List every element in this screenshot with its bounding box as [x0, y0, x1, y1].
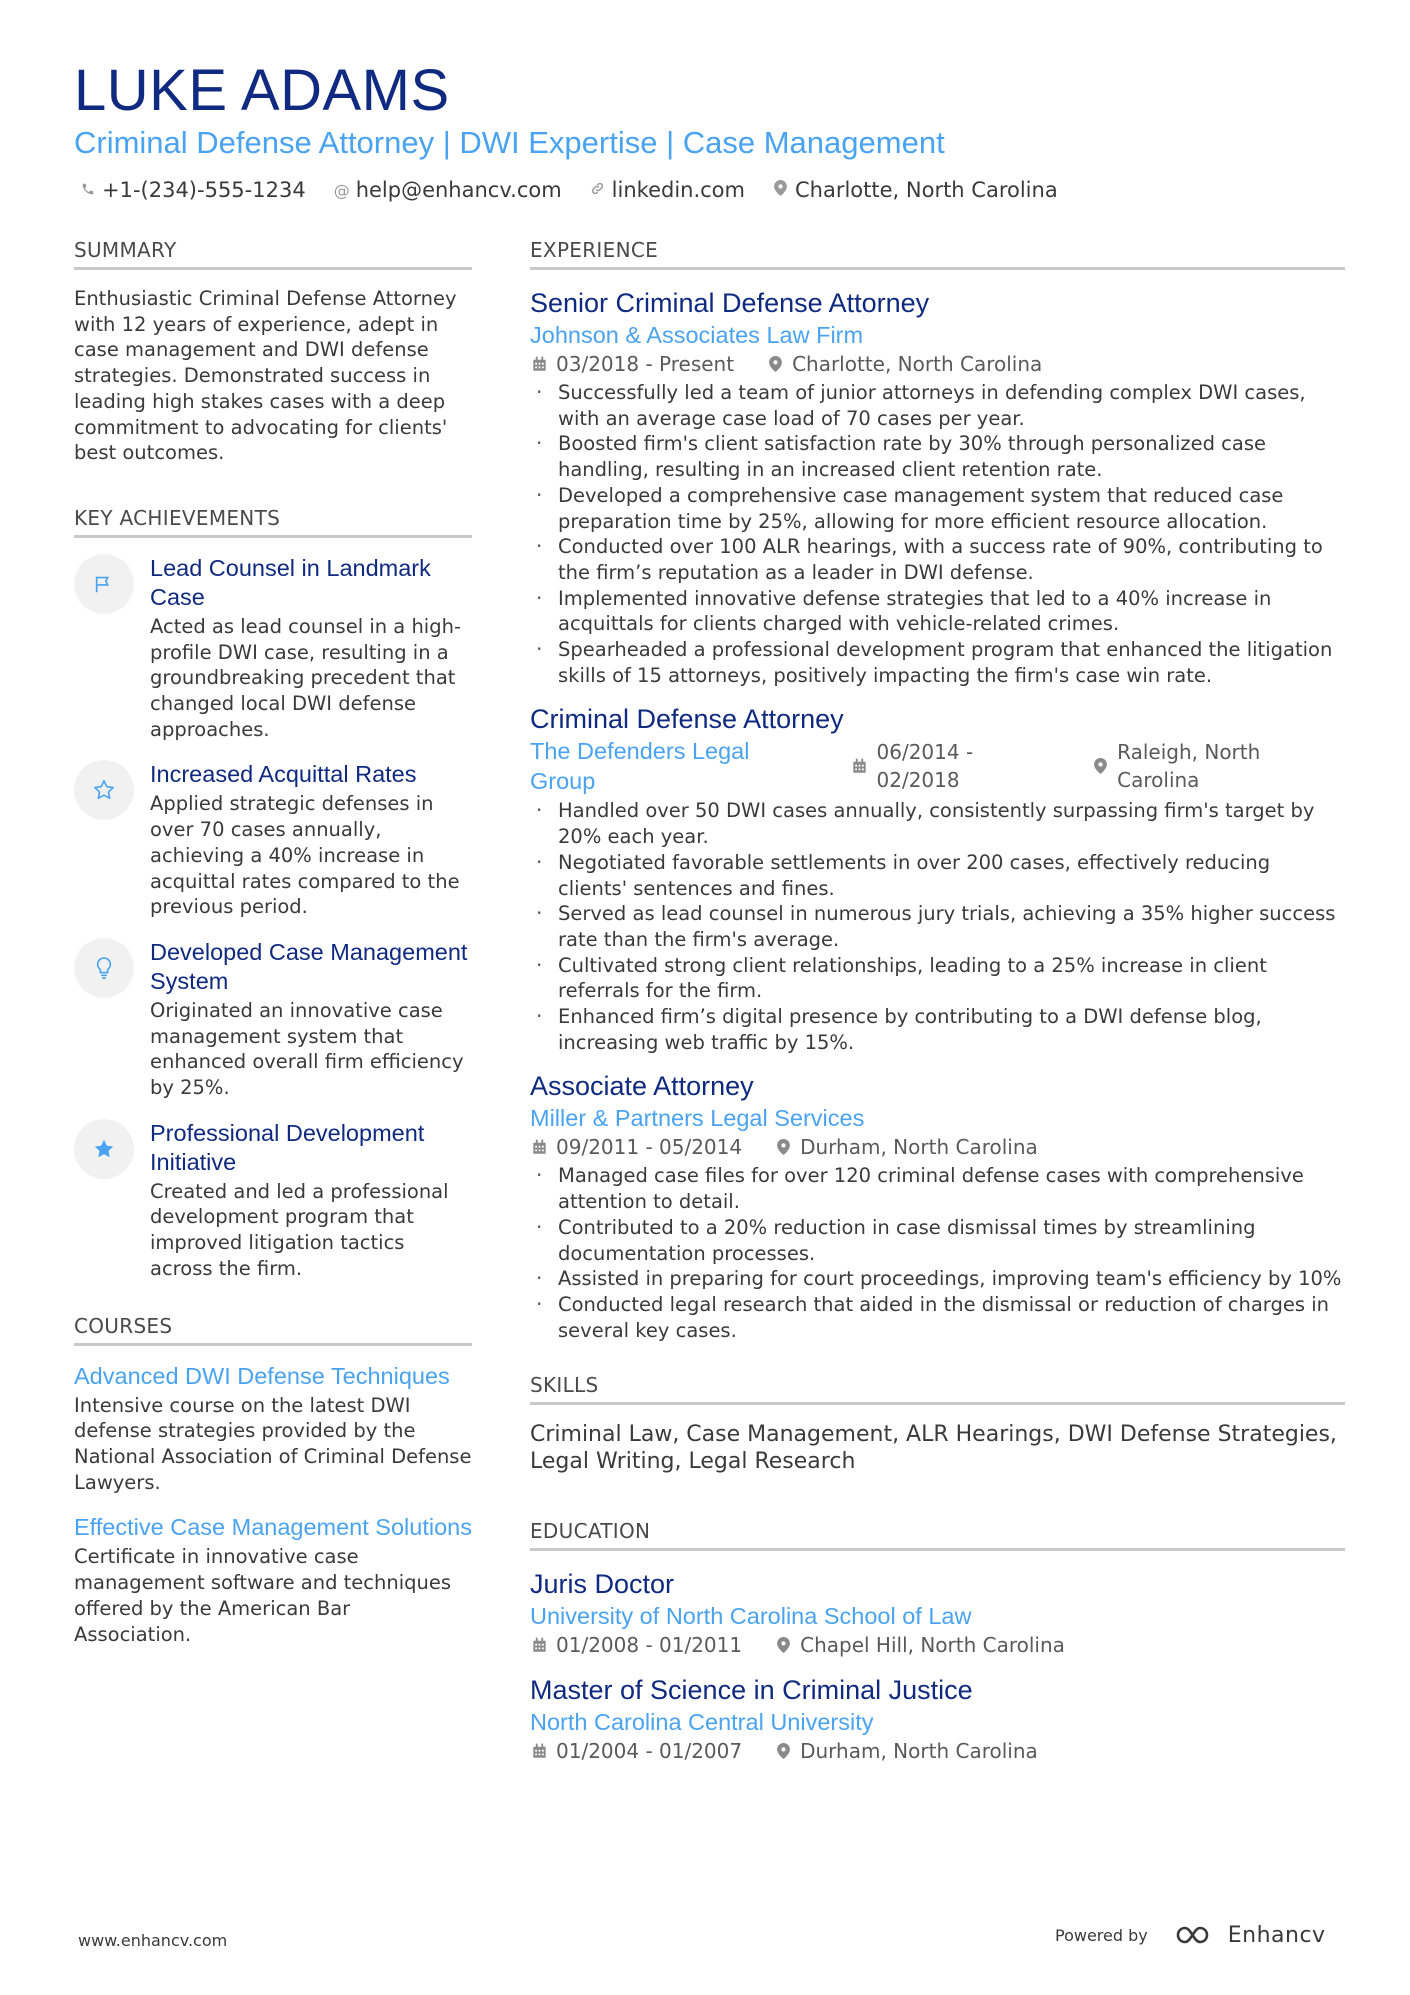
list-item: · Conducted over 100 ALR hearings, with a success rate of 90%, contributing to the firm’s reputation as a leader in DWI defense. — [530, 534, 1345, 585]
education-location: Durham, North Carolina — [800, 1739, 1038, 1764]
at-icon: @ — [333, 180, 350, 200]
powered-by-label: Powered by — [1055, 1925, 1148, 1945]
education-dates: 01/2004 - 01/2007 — [556, 1739, 743, 1764]
achievement-item — [74, 938, 472, 1101]
achievements-section — [74, 506, 472, 1282]
achievement-title: Professional Development Initiative — [150, 1119, 425, 1175]
linkedin-text: linkedin.com — [611, 178, 745, 202]
skills-section — [530, 1373, 1345, 1475]
email-text: help@enhancv.com — [355, 178, 562, 202]
job-meta — [530, 350, 1345, 378]
education-location: Chapel Hill, North Carolina — [800, 1633, 1065, 1658]
location-icon — [773, 180, 789, 200]
job-location: Raleigh, North Carolina — [1117, 740, 1261, 793]
achievement-item — [74, 554, 472, 743]
calendar-icon — [530, 1637, 548, 1653]
section-title-summary: SUMMARY — [74, 238, 472, 270]
job-bullets — [530, 380, 1345, 688]
job-location: Charlotte, North Carolina — [792, 352, 1043, 376]
achievement-text: Applied strategic defenses in over 70 cases annually, achieving a 40% increase in acquittal rates compared to the previous period. — [150, 792, 460, 919]
list-item: · Handled over 50 DWI cases annually, consistently surpassing firm's target by 20% each year. — [530, 798, 1345, 849]
education-item — [530, 1673, 1345, 1765]
education-item — [530, 1567, 1345, 1659]
degree-title: Master of Science in Criminal Justice — [530, 1675, 973, 1706]
brand-logo — [1174, 1922, 1326, 1948]
calendar-icon — [851, 758, 869, 774]
job-entry — [530, 702, 1345, 1055]
calendar-icon — [530, 356, 548, 372]
degree-title: Juris Doctor — [530, 1569, 675, 1600]
enhancv-logo-icon — [1174, 1922, 1220, 1948]
achievement-item — [74, 1119, 472, 1282]
job-dates: 03/2018 - Present — [556, 352, 735, 376]
section-title-achievements: KEY ACHIEVEMENTS — [74, 506, 472, 538]
contact-linkedin[interactable] — [590, 178, 745, 202]
education-section — [530, 1519, 1345, 1765]
achievement-title: Increased Acquittal Rates — [150, 761, 417, 788]
location-icon — [774, 1637, 792, 1653]
job-bullets — [530, 1163, 1345, 1343]
list-item: · Spearheaded a professional development program that enhanced the litigation skills of 15 attorneys, positively impacting the firm's case win rate. — [530, 637, 1345, 688]
footer-website[interactable]: www.enhancv.com — [78, 1931, 228, 1950]
phone-text: +1-(234)-555-1234 — [102, 178, 306, 202]
job-dates: 09/2011 - 05/2014 — [556, 1135, 743, 1160]
course-item — [74, 1513, 472, 1647]
course-item — [74, 1362, 472, 1496]
course-text: Intensive course on the latest DWI defense strategies provided by the National Association of Criminal Defense Lawyers. — [74, 1393, 472, 1494]
summary-text: Enthusiastic Criminal Defense Attorney with 12 years of experience, adept in case management and DWI defense strategies. Demonstrated success in leading high stakes cases with a deep commitment to advocating for clients' best outcomes. — [74, 287, 457, 465]
list-item: · Managed case files for over 120 criminal defense cases with comprehensive attention to detail. — [530, 1163, 1345, 1214]
achievement-title: Lead Counsel in Landmark Case — [150, 554, 431, 610]
job-title: Senior Criminal Defense Attorney — [530, 288, 930, 318]
school-name: North Carolina Central University — [530, 1709, 874, 1736]
list-item: · Negotiated favorable settlements in over 200 cases, effectively reducing clients' sentences and fines. — [530, 850, 1345, 901]
job-meta — [530, 1133, 1345, 1161]
location-text: Charlotte, North Carolina — [794, 178, 1058, 202]
list-item: · Assisted in preparing for court proceedings, improving team's efficiency by 10% — [530, 1266, 1345, 1292]
job-title: Associate Attorney — [530, 1071, 754, 1102]
summary-section — [74, 238, 472, 466]
education-dates: 01/2008 - 01/2011 — [556, 1633, 743, 1658]
list-item: · Served as lead counsel in numerous jury trials, achieving a 35% higher success rate than the firm's average. — [530, 901, 1345, 952]
brand-name: Enhancv — [1227, 1922, 1326, 1948]
section-title-education: EDUCATION — [530, 1519, 1345, 1551]
location-icon — [774, 1743, 792, 1759]
course-title: Effective Case Management Solutions — [74, 1514, 472, 1541]
location-icon — [766, 356, 784, 372]
achievement-item — [74, 760, 472, 920]
job-location: Durham, North Carolina — [800, 1135, 1038, 1160]
left-column — [74, 238, 472, 1665]
contact-location — [773, 178, 1058, 202]
achievement-text: Originated an innovative case management system that enhanced overall firm efficiency by 25%. — [150, 998, 464, 1100]
section-title-courses: COURSES — [74, 1314, 472, 1346]
calendar-icon — [530, 1139, 548, 1155]
lightbulb-icon — [74, 938, 134, 998]
job-meta — [851, 738, 1345, 794]
list-item: · Contributed to a 20% reduction in case dismissal times by streamlining documentation processes. — [530, 1215, 1345, 1266]
job-title: Criminal Defense Attorney — [530, 704, 844, 735]
course-title: Advanced DWI Defense Techniques — [74, 1362, 450, 1389]
company-name: The Defenders Legal Group — [530, 738, 750, 795]
location-icon — [774, 1139, 792, 1155]
education-meta — [530, 1631, 1345, 1659]
link-icon — [590, 181, 606, 200]
job-entry — [530, 286, 1345, 688]
list-item: · Developed a comprehensive case management system that reduced case preparation time by 25%, allowing for more efficient resource allocation. — [530, 483, 1345, 534]
company-name: Miller & Partners Legal Services — [530, 1105, 865, 1132]
experience-section — [530, 238, 1345, 1343]
star-outline-icon — [74, 760, 134, 820]
list-item: · Successfully led a team of junior attorneys in defending complex DWI cases, with an average case load of 70 cases per year. — [530, 380, 1345, 431]
courses-section — [74, 1314, 472, 1648]
headline: Criminal Defense Attorney | DWI Expertise | Case Management — [74, 125, 945, 160]
course-text: Certificate in innovative case management software and techniques offered by the American Bar Association. — [74, 1545, 452, 1646]
company-name: Johnson & Associates Law Firm — [530, 322, 864, 348]
contact-phone[interactable] — [80, 178, 306, 202]
star-filled-icon — [74, 1119, 134, 1179]
phone-icon — [80, 181, 96, 200]
list-item: · Cultivated strong client relationships, leading to a 25% increase in client referrals for the firm. — [530, 953, 1345, 1004]
section-title-experience: EXPERIENCE — [530, 238, 1345, 270]
achievement-text: Created and led a professional development program that improved litigation tactics across the firm. — [150, 1179, 449, 1280]
candidate-name: LUKE ADAMS — [74, 58, 450, 123]
job-dates: 06/2014 - 02/2018 — [876, 740, 974, 793]
skills-text: Criminal Law, Case Management, ALR Hearings, DWI Defense Strategies, Legal Writing, Legal Research — [530, 1422, 1337, 1475]
achievement-title: Developed Case Management System — [150, 938, 468, 994]
footer-branding[interactable] — [1055, 1922, 1326, 1948]
list-item: · Conducted legal research that aided in the dismissal or reduction of charges in several key cases. — [530, 1292, 1345, 1343]
list-item: · Implemented innovative defense strategies that led to a 40% increase in acquittals for clients charged with vehicle-related crimes. — [530, 586, 1345, 637]
contact-email[interactable] — [334, 178, 562, 202]
list-item: · Boosted firm's client satisfaction rate by 30% through personalized case handling, resulting in an increased client retention rate. — [530, 431, 1345, 482]
school-name: University of North Carolina School of Law — [530, 1603, 972, 1630]
calendar-icon — [530, 1743, 548, 1759]
list-item: · Enhanced firm’s digital presence by contributing to a DWI defense blog, increasing web traffic by 15%. — [530, 1004, 1345, 1055]
contact-bar — [80, 178, 1086, 202]
job-bullets — [530, 798, 1345, 1055]
location-icon — [1091, 758, 1109, 774]
job-entry — [530, 1069, 1345, 1343]
section-title-skills: SKILLS — [530, 1373, 1345, 1405]
achievement-text: Acted as lead counsel in a high-profile DWI case, resulting in a groundbreaking precedent that changed local DWI defense approaches. — [150, 614, 462, 741]
education-meta — [530, 1737, 1345, 1765]
flag-icon — [74, 554, 134, 614]
right-column — [530, 238, 1345, 1779]
